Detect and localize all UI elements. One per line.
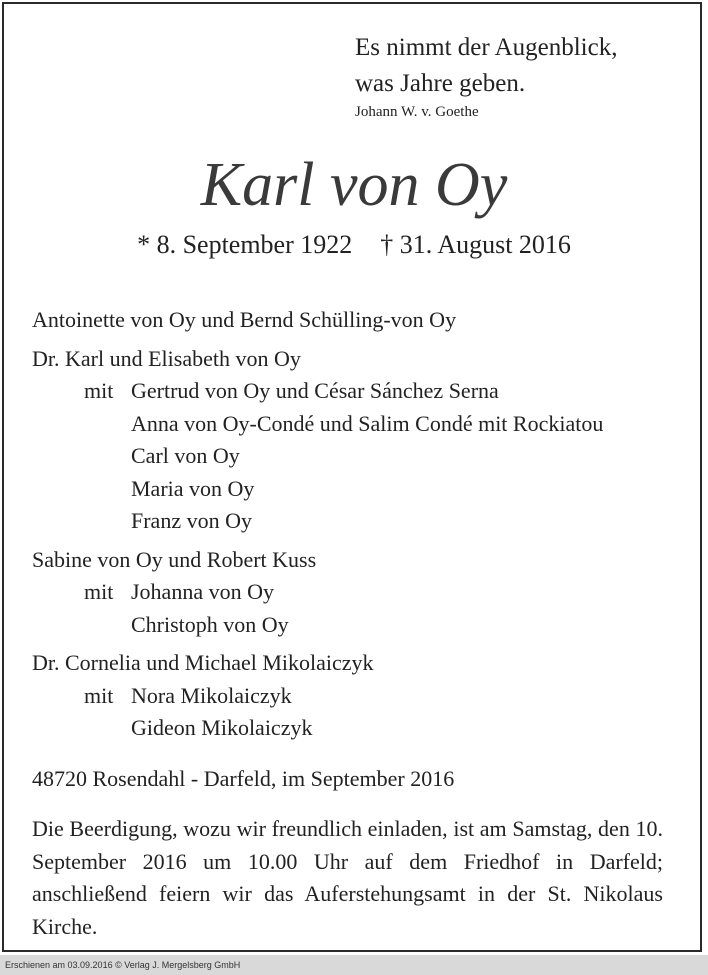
child-line — [32, 680, 697, 713]
child-line — [32, 375, 697, 408]
child-line: Franz von Oy — [131, 508, 252, 533]
child-line: Gideon Mikolaiczyk — [131, 715, 313, 740]
birth-date: * 8. September 1922 — [137, 230, 353, 259]
deceased-name: Karl von Oy — [200, 151, 508, 219]
mourners-list — [32, 304, 697, 943]
mourner-line: Sabine von Oy und Robert Kuss — [32, 546, 317, 572]
child-line: Maria von Oy — [131, 475, 255, 501]
epigraph-line-1: Es nimmt der Augenblick, — [355, 34, 618, 61]
mit-label: mit — [84, 378, 114, 403]
funeral-notice: Die Beerdigung, wozu wir freundlich einladen, ist am Samstag, den 10. September 2016 um 10.00 Uhr auf dem Friedhof in Darfeld; anschließend feiern wir das Auferstehungsamt in der St. Nikolaus Kirche. — [32, 816, 663, 939]
child-line: Christoph von Oy — [131, 611, 289, 637]
mourner-group-2 — [32, 343, 697, 538]
epigraph — [355, 30, 617, 122]
epigraph-line-2: was Jahre geben. — [355, 70, 526, 97]
mourner-line: Dr. Cornelia und Michael Mikolaiczyk — [32, 650, 374, 675]
mourner-line: Dr. Karl und Elisabeth von Oy — [32, 345, 301, 371]
death-date: † 31. August 2016 — [380, 230, 571, 259]
child-line: Carl von Oy — [131, 443, 240, 468]
child-line — [32, 576, 697, 609]
child-name: Gertrud von Oy und César Sánchez Serna — [131, 378, 499, 403]
mourner-line: Antoinette von Oy und Bernd Schülling-von Oy — [32, 307, 457, 332]
mourner-group-3 — [32, 544, 697, 642]
life-dates — [0, 228, 708, 262]
child-line: Anna von Oy-Condé und Salim Condé mit Rockiatou — [131, 410, 604, 436]
child-name: Nora Mikolaiczyk — [131, 682, 292, 708]
mit-label: mit — [84, 579, 114, 604]
mourner-group-1 — [32, 304, 697, 337]
publication-footer: Erschienen am 03.09.2016 © Verlag J. Mergelsberg GmbH — [0, 955, 708, 975]
child-name: Johanna von Oy — [131, 579, 274, 604]
mourner-group-4 — [32, 647, 697, 745]
mit-label: mit — [84, 682, 114, 708]
place-date: 48720 Rosendahl - Darfeld, im September 2016 — [32, 765, 455, 791]
epigraph-author: Johann W. v. Goethe — [355, 104, 479, 120]
